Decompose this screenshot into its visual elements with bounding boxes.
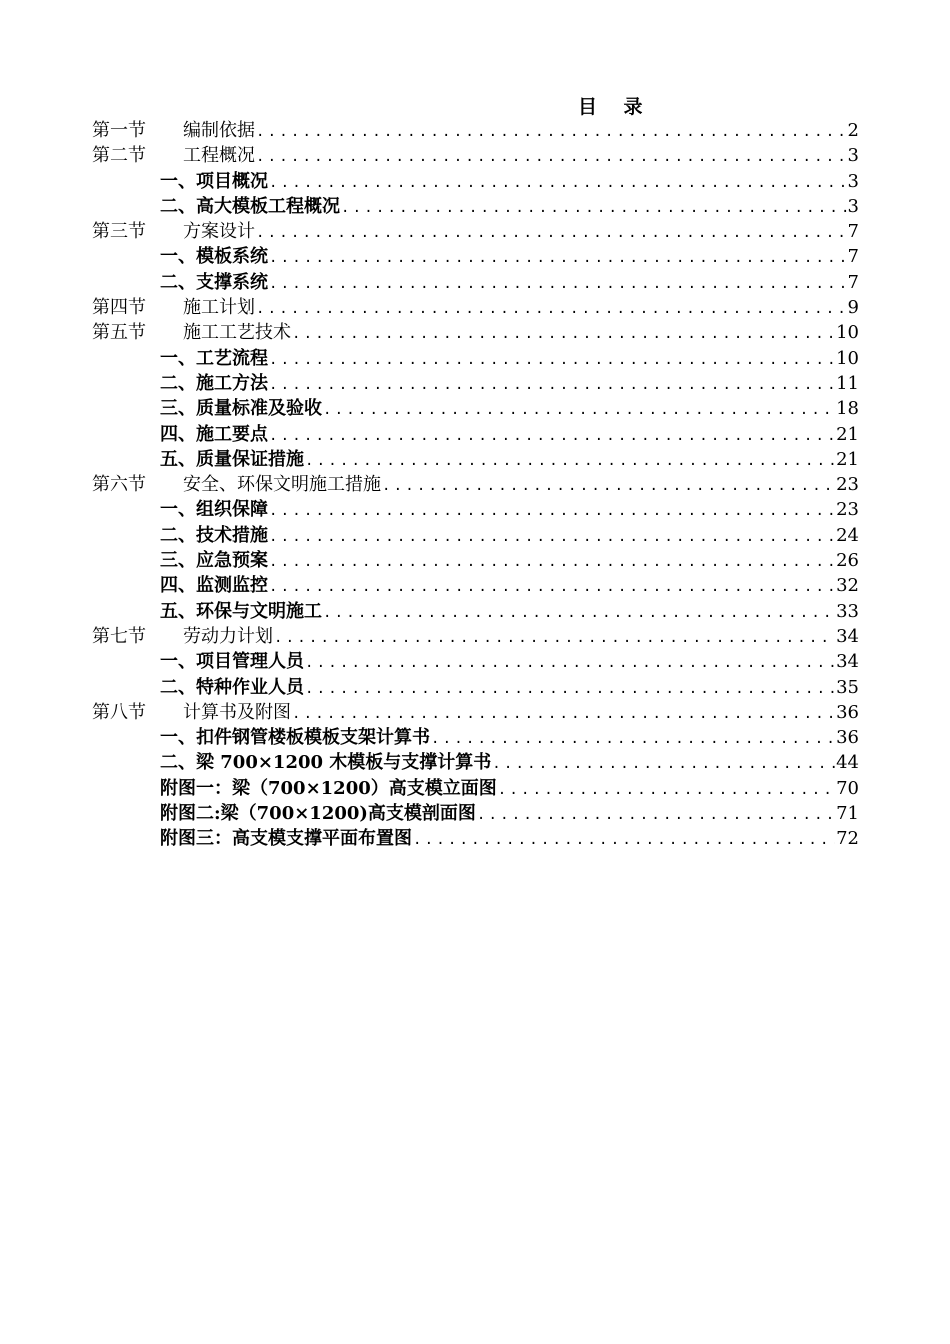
toc-entry-label: 附图三：高支模支撑平面布置图: [160, 828, 412, 850]
toc-page-number: 36: [836, 701, 859, 723]
toc-entry-label: [92, 295, 255, 320]
toc-subsection-entry[interactable]: [92, 396, 859, 421]
toc-dot-leader: [269, 246, 847, 269]
toc-page-number: 26: [836, 550, 859, 572]
toc-page-number: 36: [836, 727, 859, 749]
toc-entry-label: 一、扣件钢管楼板模板支架计算书: [160, 727, 430, 749]
toc-dot-leader: [269, 499, 835, 522]
toc-dot-leader: [256, 297, 847, 320]
toc-page-number: 21: [836, 423, 859, 445]
toc-section-title: 计算书及附图: [183, 701, 291, 723]
toc-page-number: 3: [847, 195, 859, 217]
toc-dot-leader: [292, 702, 835, 725]
toc-dot-leader: [323, 601, 835, 624]
toc-section-title: 劳动力计划: [183, 625, 273, 647]
toc-entry-label: 二、支撑系统: [160, 271, 268, 293]
toc-dot-leader: [413, 828, 835, 851]
toc-section-entry[interactable]: [92, 118, 859, 143]
toc-page-number: 7: [847, 246, 859, 268]
toc-dot-leader: [323, 398, 835, 421]
toc-subsection-entry[interactable]: [92, 801, 859, 826]
toc-dot-leader: [305, 449, 835, 472]
toc-dot-leader: [431, 727, 835, 750]
toc-entry-label: [92, 118, 255, 143]
toc-entry-label: 四、施工要点: [160, 423, 268, 445]
toc-page-number: 10: [836, 322, 859, 344]
toc-page-number: 71: [836, 803, 859, 825]
toc-section-entry[interactable]: [92, 143, 859, 168]
toc-dot-leader: [256, 145, 847, 168]
toc-page-number: 18: [836, 398, 859, 420]
toc-dot-leader: [269, 550, 835, 573]
toc-entry-label: 二、高大模板工程概况: [160, 195, 340, 217]
toc-section-title: 工程概况: [183, 145, 255, 167]
toc-section-title: 安全、环保文明施工措施: [183, 474, 381, 496]
toc-subsection-entry[interactable]: [92, 346, 859, 371]
toc-entry-label: 一、项目管理人员: [160, 651, 304, 673]
toc-dot-leader: [498, 778, 835, 801]
toc-page-number: 35: [836, 676, 859, 698]
toc-subsection-entry[interactable]: [92, 194, 859, 219]
toc-entry-label: 二、特种作业人员: [160, 676, 304, 698]
toc-page-number: 7: [847, 221, 859, 243]
toc-section-number: 第四节: [92, 297, 146, 319]
toc-entry-label: 五、环保与文明施工: [160, 600, 322, 622]
toc-page-number: 44: [836, 752, 859, 774]
toc-dot-leader: [382, 474, 835, 497]
toc-dot-leader: [274, 626, 835, 649]
toc-section-number: 第二节: [92, 145, 146, 167]
toc-entry-label: 一、项目概况: [160, 170, 268, 192]
toc-entry-label: [92, 143, 255, 168]
toc-entry-label: [92, 472, 381, 497]
toc-entry-label: 附图一：梁（700×1200）高支模立面图: [160, 777, 497, 799]
toc-page-number: 70: [836, 777, 859, 799]
toc-dot-leader: [305, 677, 835, 700]
toc-page-number: 23: [836, 499, 859, 521]
toc-dot-leader: [269, 575, 835, 598]
toc-section-number: 第八节: [92, 701, 146, 723]
toc-page-number: 21: [836, 448, 859, 470]
toc-page-number: 3: [847, 145, 859, 167]
toc-entry-label: 三、质量标准及验收: [160, 398, 322, 420]
toc-subsection-entry[interactable]: [92, 599, 859, 624]
toc-entry-label: 二、施工方法: [160, 372, 268, 394]
toc-subsection-entry[interactable]: [92, 497, 859, 522]
toc-page-number: 3: [847, 170, 859, 192]
toc-entry-label: 一、工艺流程: [160, 347, 268, 369]
toc-dot-leader: [269, 348, 835, 371]
toc-dot-leader: [269, 424, 835, 447]
toc-subsection-entry[interactable]: [92, 776, 859, 801]
toc-section-entry[interactable]: [92, 624, 859, 649]
toc-subsection-entry[interactable]: [92, 750, 859, 775]
toc-entry-label: 一、模板系统: [160, 246, 268, 268]
toc-subsection-entry[interactable]: [92, 244, 859, 269]
toc-subsection-entry[interactable]: [92, 169, 859, 194]
toc-entry-label: [92, 700, 291, 725]
toc-section-entry[interactable]: [92, 472, 859, 497]
toc-page-number: 32: [836, 575, 859, 597]
toc-page-number: 9: [847, 297, 859, 319]
toc-dot-leader: [492, 752, 835, 775]
toc-page-number: 23: [836, 474, 859, 496]
toc-page-number: 34: [836, 625, 859, 647]
toc-dot-leader: [269, 373, 835, 396]
toc-entry-label: [92, 219, 255, 244]
toc-page-number: 10: [836, 347, 859, 369]
toc-section-title: 方案设计: [183, 221, 255, 243]
toc-dot-leader: [305, 651, 835, 674]
toc-section-entry[interactable]: [92, 700, 859, 725]
toc-section-entry[interactable]: [92, 295, 859, 320]
toc-section-number: 第六节: [92, 474, 146, 496]
toc-entry-label: 四、监测监控: [160, 575, 268, 597]
toc-subsection-entry[interactable]: [92, 270, 859, 295]
toc-dot-leader: [477, 803, 835, 826]
toc-entry-label: [92, 624, 273, 649]
toc-subsection-entry[interactable]: [92, 725, 859, 750]
toc-entry-label: 二、技术措施: [160, 524, 268, 546]
toc-page-number: 33: [836, 600, 859, 622]
toc-section-number: 第一节: [92, 120, 146, 141]
toc-entry-label: 五、质量保证措施: [160, 448, 304, 470]
toc-page-number: 72: [836, 828, 859, 850]
toc-subsection-entry[interactable]: [92, 675, 859, 700]
toc-dot-leader: [269, 171, 847, 194]
toc-dot-leader: [269, 525, 835, 548]
toc-page-number: 11: [836, 372, 859, 394]
toc-section-title: 施工计划: [183, 297, 255, 319]
toc-list: [92, 118, 859, 852]
toc-section-number: 第三节: [92, 221, 146, 243]
toc-page-number: 2: [847, 120, 859, 141]
toc-entry-label: 一、组织保障: [160, 499, 268, 521]
toc-section-number: 第七节: [92, 625, 146, 647]
toc-dot-leader: [256, 120, 847, 143]
toc-page-number: 34: [836, 651, 859, 673]
toc-page-number: 7: [847, 271, 859, 293]
toc-subsection-entry[interactable]: [92, 649, 859, 674]
toc-subsection-entry[interactable]: [92, 523, 859, 548]
toc-dot-leader: [341, 196, 847, 219]
toc-subsection-entry[interactable]: [92, 371, 859, 396]
toc-subsection-entry[interactable]: [92, 447, 859, 472]
toc-subsection-entry[interactable]: [92, 548, 859, 573]
toc-section-entry[interactable]: [92, 219, 859, 244]
toc-section-entry[interactable]: [92, 320, 859, 345]
toc-subsection-entry[interactable]: [92, 573, 859, 598]
toc-page-number: 24: [836, 524, 859, 546]
toc-subsection-entry[interactable]: [92, 826, 859, 851]
toc-dot-leader: [292, 322, 835, 345]
toc-dot-leader: [269, 272, 847, 295]
toc-entry-label: 附图二:梁（700×1200)高支模剖面图: [160, 803, 476, 825]
toc-entry-label: [92, 320, 291, 345]
toc-section-title: 施工工艺技术: [183, 322, 291, 344]
toc-entry-label: 三、应急预案: [160, 550, 268, 572]
toc-dot-leader: [256, 221, 847, 244]
toc-section-title: 编制依据: [183, 120, 255, 141]
toc-title: 目 录: [578, 96, 643, 118]
toc-entry-label: 二、梁 700×1200 木模板与支撑计算书: [160, 752, 492, 774]
toc-section-number: 第五节: [92, 322, 146, 344]
toc-subsection-entry[interactable]: [92, 422, 859, 447]
